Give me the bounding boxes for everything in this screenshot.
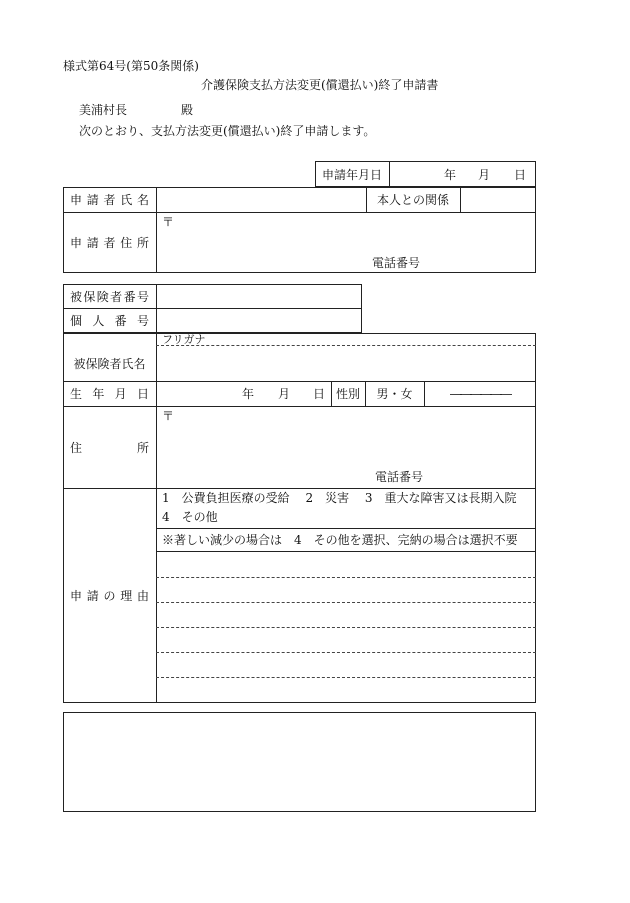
sex-blank-line: ―――――― [450,386,510,401]
birth-year-field[interactable] [160,385,234,402]
date-day-label: 日 [513,167,526,182]
birth-date-label: 生 年 月 日 [70,387,149,401]
reason-note-bottom-line [156,551,536,552]
insured-postal-mark: 〒 [162,409,175,423]
applicant-label-column-divider [156,187,157,273]
reason-options-line2[interactable]: 4 その他 [162,510,218,524]
reason-detail-field[interactable] [160,555,532,699]
insured-name-field[interactable] [160,350,532,376]
birth-day-label: 日 [312,387,325,401]
insured-number-field[interactable] [160,288,358,304]
birth-year-label: 年 [241,387,254,401]
sex-options[interactable]: 男・女 [376,387,413,401]
reason-note: ※著しい減少の場合は 4 その他を選択、完納の場合は選択不要 [162,533,518,547]
applicant-name-label: 申 請 者 氏 名 [70,193,149,207]
insured-phone-label: 電話番号 [375,470,424,484]
reason-label: 申 請 の 理 由 [70,589,149,603]
relation-field[interactable] [463,191,533,209]
insured-name-label: 被保険者氏名 [73,356,146,371]
personal-number-field[interactable] [160,312,358,329]
applicant-address-field[interactable] [176,216,532,256]
insured-address-field[interactable] [176,410,532,466]
sex-label: 性別 [335,387,360,401]
insured-address-label: 住 所 [70,440,149,455]
form-title: 介護保険支払方法変更(償還払い)終了申請書 [201,78,439,92]
form-number: 様式第64号(第50条関係) [63,59,199,73]
personal-number-label: 個 人 番 号 [70,314,149,328]
birth-month-label: 月 [277,387,290,401]
date-year-input[interactable] [400,167,434,181]
applicant-phone-label: 電話番号 [372,256,421,270]
insured-number-label: 被 保 険 者 番 号 [70,289,149,304]
relation-label: 本人との関係 [376,193,449,207]
applicant-postal-mark: 〒 [162,215,175,229]
date-month-label: 月 [477,167,490,182]
relation-divider-right [460,187,461,212]
applicant-name-field[interactable] [160,191,362,209]
insured-number-column-divider [156,284,157,333]
date-year-label: 年 [443,167,456,182]
reason-options-bottom-line [156,528,536,529]
date-divider [389,161,390,187]
intro-text: 次のとおり、支払方法変更(償還払い)終了申請します。 [79,124,376,138]
addressee: 美浦村長 [79,103,128,117]
furigana-label: フリガナ [162,333,206,346]
application-date-label: 申請年月日 [321,167,382,182]
office-use-box[interactable] [63,712,536,812]
honorific: 殿 [181,103,194,117]
insured-label-column-divider [156,333,157,703]
reason-options-line1[interactable]: 1 公費負担医療の受給 2 災害 3 重大な障害又は長期入院 [162,491,517,505]
applicant-address-label: 申 請 者 住 所 [70,236,149,250]
furigana-divider [156,345,536,346]
